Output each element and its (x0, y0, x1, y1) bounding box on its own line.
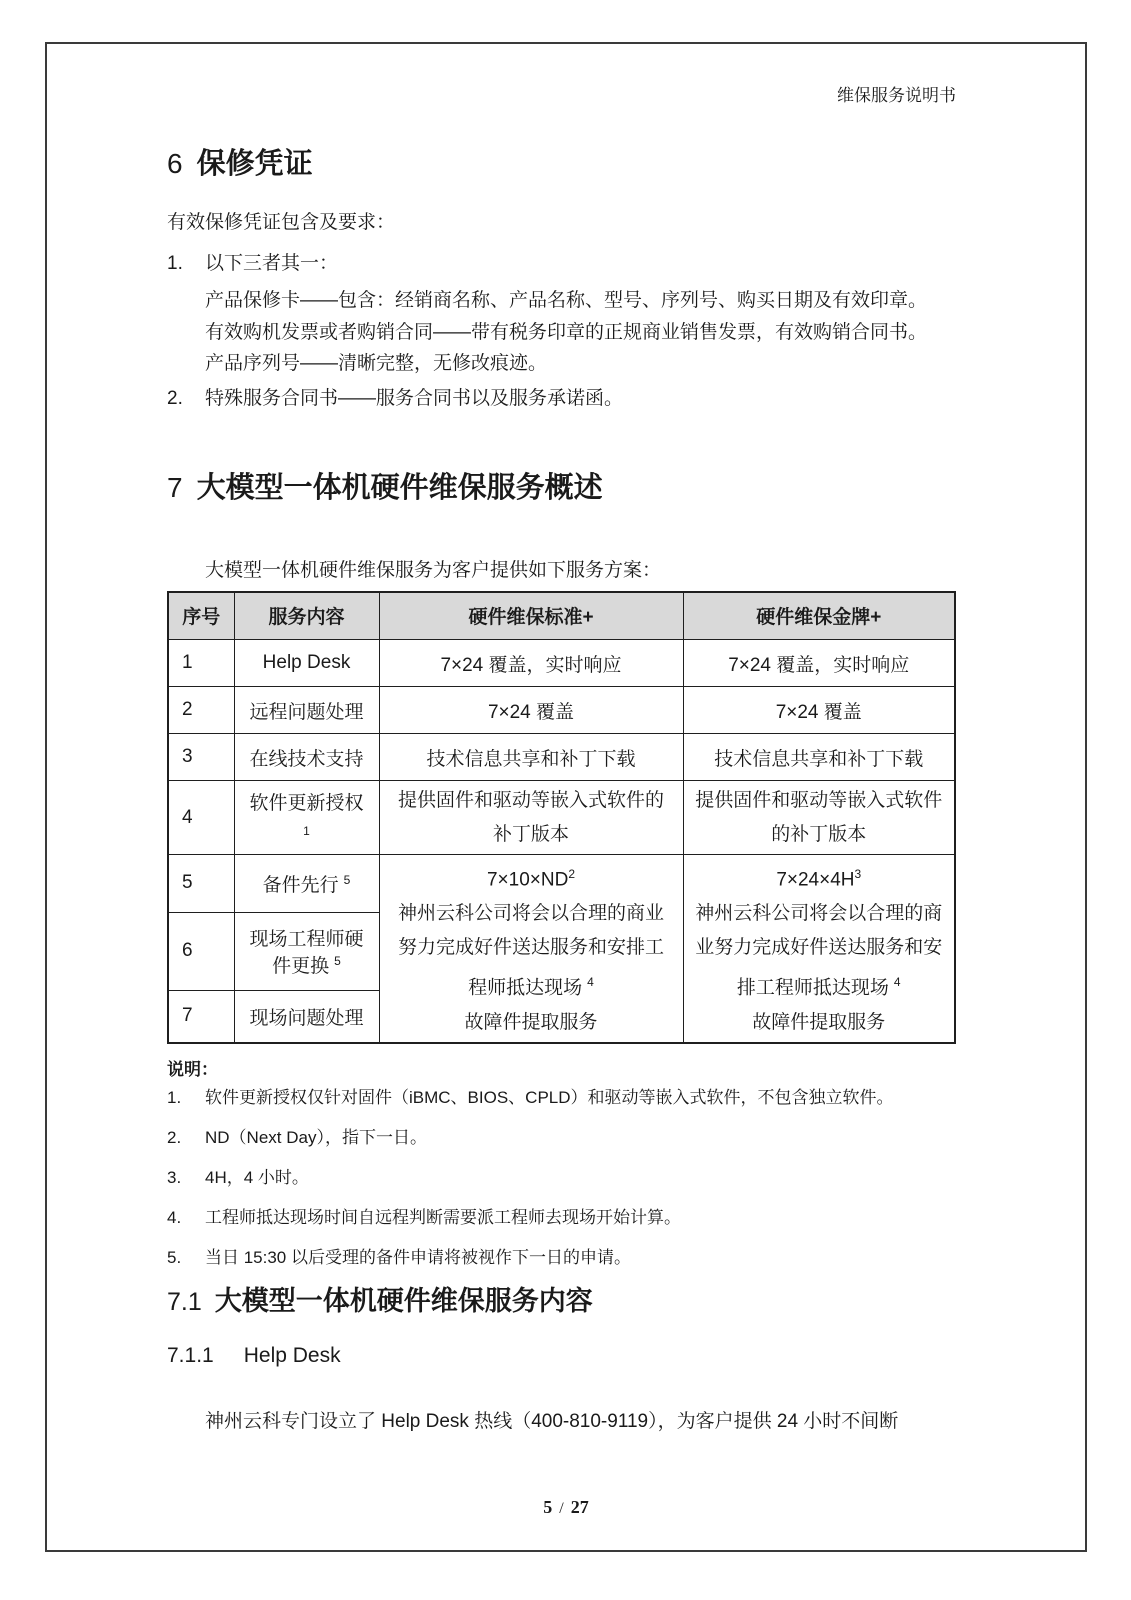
note-number: 1. (167, 1087, 182, 1107)
row-index-cell: 7 (168, 990, 234, 1042)
standard-merged-line (386, 857, 677, 897)
gold-cell: 技术信息共享和补丁下载 (683, 734, 955, 781)
section-7-number: 7 (167, 471, 183, 503)
s6-list-item-1 (167, 249, 956, 279)
col-header-index: 序号 (168, 592, 234, 640)
gold-merged-line: 业努力完成好件送达服务和安 (695, 937, 943, 959)
service-cell: 远程问题处理 (234, 687, 379, 734)
table-row (168, 640, 955, 687)
merged-line-text: 7×10×ND (486, 869, 569, 891)
section-6-title: 保修凭证 (196, 148, 313, 180)
s6-item-2-number: 2. (167, 387, 183, 409)
standard-cell: 技术信息共享和补丁下载 (379, 734, 683, 781)
standard-cell: 7×24 覆盖，实时响应 (379, 640, 683, 687)
service-cell: 现场问题处理 (234, 990, 379, 1042)
note-item (167, 1205, 956, 1231)
note-text: ND（Next Day），指下一日。 (205, 1127, 427, 1147)
section-7-1-number: 7.1 (167, 1287, 202, 1316)
table-row (168, 687, 955, 734)
section-7-1-title: 大模型一体机硬件维保服务内容 (214, 1285, 593, 1316)
section-7-1-1-number: 7.1.1 (167, 1343, 214, 1367)
footer-total-pages: 27 (570, 1497, 589, 1517)
standard-cell-line: 补丁版本 (492, 823, 569, 845)
gold-cell: 7×24 覆盖，实时响应 (683, 640, 955, 687)
standard-merged-line: 努力完成好件送达服务和安排工 (397, 937, 664, 959)
footnote-ref: 5 (334, 954, 341, 969)
table-row (168, 734, 955, 781)
gold-merged-line (690, 965, 949, 1005)
gold-cell-line: 提供固件和驱动等嵌入式软件 (695, 789, 943, 811)
note-text: 软件更新授权仅针对固件（iBMC、BIOS、CPLD）和驱动等嵌入式软件，不包含独立软件。 (205, 1087, 894, 1107)
section-6-heading (167, 146, 956, 182)
service-cell-text: 软件更新授权 (249, 793, 364, 815)
gold-merged-line: 故障件提取服务 (752, 1011, 886, 1033)
row-index-cell: 6 (168, 912, 234, 990)
row-index-cell: 3 (168, 734, 234, 781)
table-header-row (168, 592, 955, 640)
note-number: 5. (167, 1247, 182, 1267)
note-text: 4H，4 小时。 (205, 1167, 309, 1187)
header-doc-title: 维保服务说明书 (837, 86, 956, 105)
gold-merged-cell (683, 855, 955, 1043)
row-index-cell: 5 (168, 855, 234, 913)
footer-page-number: 5 (543, 1497, 553, 1517)
footnote-ref: 4 (587, 975, 594, 990)
service-cell (234, 781, 379, 855)
standard-cell-line: 提供固件和驱动等嵌入式软件的 (397, 789, 664, 811)
note-number: 2. (167, 1127, 182, 1147)
section-7-1-1-title: Help Desk (243, 1343, 341, 1367)
section-7-title: 大模型一体机硬件维保服务概述 (196, 471, 603, 504)
footnote-ref: 2 (568, 867, 576, 881)
note-text: 当日 15:30 以后受理的备件申请将被视作下一日的申请。 (205, 1247, 631, 1267)
s6-detail-line: 产品序列号——清晰完整，无修改痕迹。 (205, 353, 548, 374)
notes-label: 说明： (167, 1059, 218, 1079)
page-header (167, 86, 956, 106)
service-cell-footnote (241, 821, 373, 847)
gold-cell (683, 781, 955, 855)
merged-line-text: 程师抵达现场 (468, 977, 583, 999)
row-index-cell: 2 (168, 687, 234, 734)
service-plan-table (167, 591, 956, 1044)
standard-merged-line: 神州云科公司将会以合理的商业 (397, 903, 664, 925)
note-item (167, 1085, 956, 1111)
gold-cell-line: 的补丁版本 (771, 823, 867, 845)
service-cell: 在线技术支持 (234, 734, 379, 781)
row-index-cell: 4 (168, 781, 234, 855)
s6-detail-line: 产品保修卡——包含：经销商名称、产品名称、型号、序列号、购买日期及有效印章。 (205, 290, 928, 311)
standard-merged-line (386, 965, 677, 1005)
section-7-heading (167, 470, 956, 506)
service-cell-text: 现场工程师硬件更换 (249, 929, 364, 978)
section-6-number: 6 (167, 148, 183, 179)
section-7-1-1-heading (167, 1343, 956, 1369)
footnote-ref: 3 (854, 867, 862, 881)
note-number: 3. (167, 1167, 182, 1187)
helpdesk-paragraph: 神州云科专门设立了 Help Desk 热线（400-810-9119），为客户提供 24 小时不间断 (205, 1410, 899, 1432)
s6-item-1-text: 以下三者其一： (205, 253, 339, 274)
standard-cell: 7×24 覆盖 (379, 687, 683, 734)
s6-detail-line: 有效购机发票或者购销合同——带有税务印章的正规商业销售发票，有效购销合同书。 (205, 321, 928, 343)
service-cell (234, 855, 379, 913)
service-cell (234, 912, 379, 990)
s7-intro-text: 大模型一体机硬件维保服务为客户提供如下服务方案： (205, 559, 662, 581)
col-header-standard: 硬件维保标准+ (379, 592, 683, 640)
note-text: 工程师抵达现场时间自远程判断需要派工程师去现场开始计算。 (205, 1207, 681, 1227)
footnote-ref: 1 (303, 824, 310, 839)
col-header-service: 服务内容 (234, 592, 379, 640)
footnote-ref: 5 (343, 872, 351, 887)
s6-list-item-2 (167, 384, 956, 414)
row-index-cell: 1 (168, 640, 234, 687)
col-header-gold: 硬件维保金牌+ (683, 592, 955, 640)
s6-item-2-text: 特殊服务合同书——服务合同书以及服务承诺函。 (205, 387, 624, 409)
standard-merged-cell (379, 855, 683, 1043)
footer-separator: / (559, 1500, 564, 1517)
standard-merged-line: 故障件提取服务 (464, 1011, 598, 1033)
table-row (168, 781, 955, 855)
note-item (167, 1245, 956, 1271)
s6-item-1-number: 1. (167, 253, 183, 274)
footnote-ref: 4 (893, 975, 901, 990)
merged-line-text: 7×24×4H (776, 869, 855, 891)
table-row (168, 855, 955, 913)
section-7-1-heading (167, 1285, 956, 1318)
service-cell: Help Desk (234, 640, 379, 687)
page-footer (47, 1497, 1085, 1518)
s6-detail-block (205, 285, 956, 380)
standard-cell (379, 781, 683, 855)
gold-cell: 7×24 覆盖 (683, 687, 955, 734)
gold-merged-line (690, 857, 949, 897)
note-item (167, 1165, 956, 1191)
document-page (45, 42, 1087, 1552)
note-number: 4. (167, 1207, 182, 1227)
gold-merged-line: 神州云科公司将会以合理的商 (695, 903, 943, 925)
note-item (167, 1125, 956, 1151)
service-cell-text: 备件先行 (262, 874, 339, 896)
s6-intro-text: 有效保修凭证包含及要求： (167, 212, 396, 233)
merged-line-text: 排工程师抵达现场 (736, 977, 889, 999)
